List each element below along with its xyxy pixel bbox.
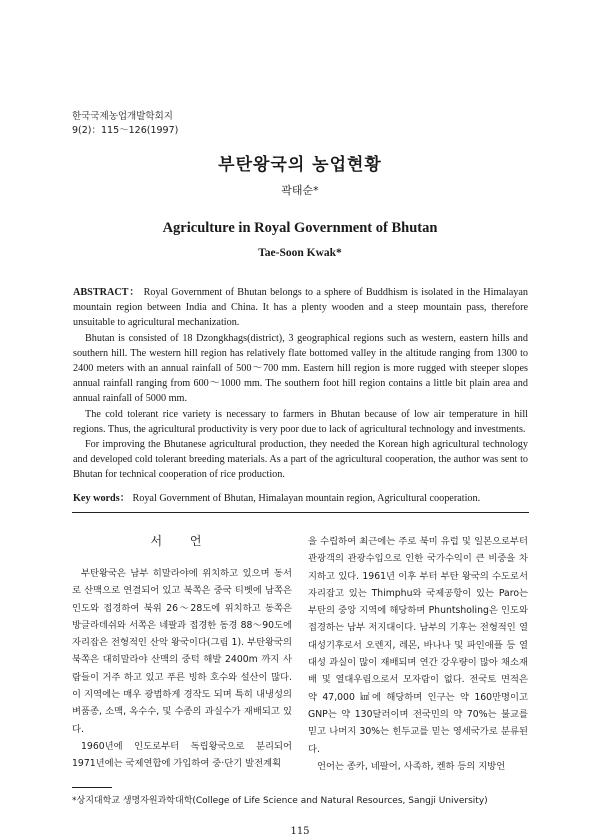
journal-citation: 9(2)：115～126(1997) — [72, 125, 179, 136]
footnote: *상지대학교 생명자원과학대학(College of Life Science and Natural Resources, Sangji University) — [72, 796, 488, 806]
abstract-paragraph: For improving the Bhutanese agricultural production, they needed the Korean high agricultural technology and developed cold tolerant breeding materials. As a part of the agricultural cooperation, the author was sent to Bhutan for technical cooperation of rice production. — [73, 439, 528, 481]
body-paragraph: 을 수립하여 최근에는 주로 북미 유럽 및 일본으로부터 관광객의 관광수입으로 인한 국가수익이 큰 비중을 차지하고 있다. 1961년 이후 부터 부탄 왕국의 수도로서 자리잡고 있는 Thimphu와 국제공항이 있는 Paro는 부탄의 중앙 지역에 해당하며 Phuntsholing은 인도와 접경하는 남부 저지대이다. 남부의 기후는 전형적인 열대성기후로서 오렌지, 레몬, 바나나 및 파인애플 등 열대성 과실이 많이 재배되며 연간 강우량이 많아 채소재배 및 열대우림으로서 모자람이 없다. 전국토 면적은 약 47,000 ㎢에 해당하며 인구는 약 160만명이고 GNP는 약 130달러이며 전국민의 약 70%는 불교를 믿고 나머지 30%는 힌두교를 믿는 영세국가로 분류된다. — [308, 536, 528, 755]
page-number: 115 — [290, 826, 310, 837]
abstract-paragraph: The cold tolerant rice variety is necessary to farmers in Bhutan because of low air temperature in hill regions. Thus, the agricultural productivity is very poor due to lack of agricultural technology and investments. — [73, 408, 528, 435]
english-author: Tae-Soon Kwak* — [258, 247, 342, 259]
keywords-text: Royal Government of Bhutan, Himalayan mountain region, Agricultural cooperation. — [132, 493, 481, 504]
footnote-rule — [72, 787, 112, 788]
body-paragraph: 언어는 종카, 네팔어, 사족하, 켄하 등의 지방언 — [317, 760, 506, 772]
journal-header — [72, 110, 178, 138]
body-column-left — [72, 533, 292, 773]
abstract — [73, 285, 528, 483]
body-column-right — [308, 533, 528, 775]
keywords-label: Key words： — [73, 493, 130, 504]
abstract-text: Royal Government of Bhutan belongs to a sphere of Buddhism is isolated in the Himalayan mountain region between India and China. It has a plenty wooden and a steep mountain pass, therefore unsuitable to agricultural mechanization. — [73, 287, 529, 329]
journal-name: 한국국제농업개발학회지 — [72, 111, 173, 122]
korean-author: 곽태순* — [281, 184, 319, 197]
keywords — [73, 491, 528, 506]
body-paragraph: 부탄왕국은 남부 히말라야에 위치하고 있으며 동서로 산맥으로 연결되어 있고 북쪽은 중국 티벳에 남쪽은 인도와 접경하여 북위 26～28도에 위치하고 동쪽은 방글라데쉬와 서쪽은 네팔과 접경한 동경 88～90도에 자리잡은 전형적인 산악 왕국이다(그림 1). 부탄왕국의 북쪽은 대히말라야 산맥의 중턱 해발 2400m 까지 사람들이 거주 하고 있고 푸른 빙하 호수와 설산이 많다. 이 지역에는 매우 광범하게 경작도 되며 특히 내냉성의 벼품종, 소맥, 옥수수, 및 수종의 과실수가 재배되고 있다. — [72, 568, 292, 735]
english-title: Agriculture in Royal Government of Bhutan — [162, 220, 438, 236]
abstract-label: ABSTRACT： — [73, 287, 141, 298]
section-heading: 서 언 — [150, 534, 214, 548]
body-paragraph: 1960년에 인도로부터 독립왕국으로 분리되어 1971년에는 국제연합에 가입하여 중·단기 발전계획 — [72, 740, 292, 770]
korean-title: 부탄왕국의 농업현황 — [218, 155, 382, 175]
abstract-paragraph — [73, 285, 528, 331]
abstract-paragraph: Bhutan is consisted of 18 Dzongkhags(district), 3 geographical regions such as western, eastern hills and southern hill. The western hill region has relatively flate bottomed valley in the altitude ranging from 1300 to 2400 meters with an annual rainfall of 500～700 mm. Eastern hill region is more rugged with steeper slopes annual rainfall ranging from 600～1000 mm. The southern foot hill region contains a little bit plain area and annual rainfall of 5000 mm. — [73, 332, 528, 405]
section-divider — [72, 512, 529, 513]
